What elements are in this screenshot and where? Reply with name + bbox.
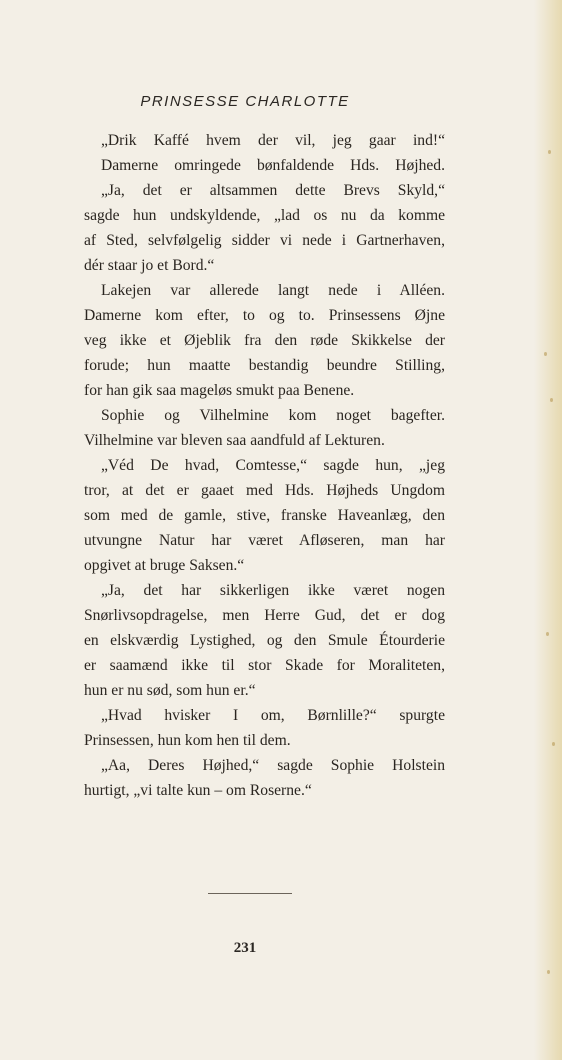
text-line: Sophie og Vilhelmine kom noget bagefter.: [101, 407, 445, 424]
text-line: er saamænd ikke til stor Skade for Moraliteten,: [84, 657, 445, 674]
text-line: Prinsessen, hun kom hen til dem.: [84, 732, 291, 749]
text-line: dér staar jo et Bord.“: [84, 257, 215, 274]
text-line: „Ja, det har sikkerligen ikke været nogen: [101, 582, 445, 599]
foxing-spot: [547, 970, 550, 974]
text-line: „Véd De hvad, Comtesse,“ sagde hun, „jeg: [101, 457, 445, 474]
end-rule: [208, 893, 292, 894]
foxing-spot: [544, 352, 547, 356]
text-line: veg ikke et Øjeblik fra den røde Skikkelse der: [84, 332, 445, 349]
text-line: opgivet at bruge Saksen.“: [84, 557, 245, 574]
text-line: tror, at det er gaaet med Hds. Højheds Ungdom: [84, 482, 445, 499]
page-number: 231: [233, 940, 257, 956]
foxing-spot: [546, 632, 549, 636]
text-line: en elskværdig Lystighed, og den Smule Étourderie: [84, 632, 445, 649]
text-line: utvungne Natur har været Afløseren, man har: [84, 532, 445, 549]
text-line: hurtigt, „vi talte kun – om Roserne.“: [84, 782, 312, 799]
text-line: for han gik saa mageløs smukt paa Benene.: [84, 382, 355, 399]
text-line: „Hvad hvisker I om, Børnlille?“ spurgte: [101, 707, 445, 724]
text-line: Damerne omringede bønfaldende Hds. Højhed.: [101, 157, 445, 174]
text-line: hun er nu sød, som hun er.“: [84, 682, 256, 699]
running-head: PRINSESSE CHARLOTTE: [140, 93, 350, 110]
text-line: Lakejen var allerede langt nede i Alléen.: [101, 282, 445, 299]
page-edge: [534, 0, 562, 1060]
text-line: „Ja, det er altsammen dette Brevs Skyld,“: [101, 182, 445, 199]
text-line: af Sted, selvfølgelig sidder vi nede i Gartnerhaven,: [84, 232, 445, 249]
text-line: „Aa, Deres Højhed,“ sagde Sophie Holstein: [101, 757, 445, 774]
body-text: [84, 128, 445, 803]
text-line: forude; hun maatte bestandig beundre Stilling,: [84, 357, 445, 374]
text-line: „Drik Kaffé hvem der vil, jeg gaar ind!“: [101, 132, 445, 149]
foxing-spot: [550, 398, 553, 402]
text-line: Vilhelmine var bleven saa aandfuld af Lekturen.: [84, 432, 385, 449]
text-line: Snørlivsopdragelse, men Herre Gud, det er dog: [84, 607, 445, 624]
text-line: sagde hun undskyldende, „lad os nu da komme: [84, 207, 445, 224]
text-line: som med de gamle, stive, franske Haveanlæg, den: [84, 507, 445, 524]
foxing-spot: [548, 150, 551, 154]
text-line: Damerne kom efter, to og to. Prinsessens Øjne: [84, 307, 445, 324]
foxing-spot: [552, 742, 555, 746]
